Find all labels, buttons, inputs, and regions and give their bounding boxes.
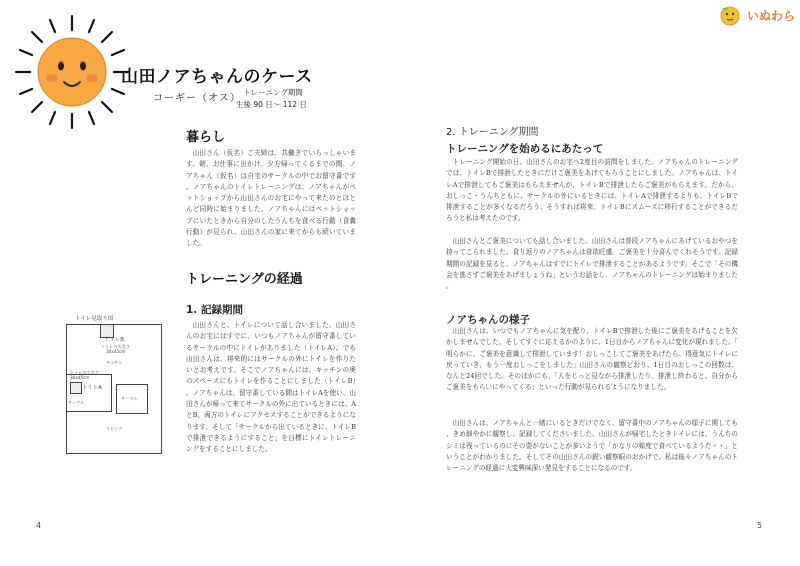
subsection-title-noa-state: ノアちゃんの様子	[446, 314, 530, 326]
subsection-title-record-period: 1. 記録期間	[186, 304, 243, 316]
page-number-left: 4	[36, 521, 42, 530]
kitchen-label: キッチン	[106, 360, 123, 365]
case-title: 山田ノアちゃんのケース	[121, 67, 313, 87]
floor-plan-title: トイレ見取り図	[75, 316, 114, 322]
circle-label: サークル	[68, 400, 85, 405]
sofa-label: サーダル	[121, 396, 138, 401]
toilet-a-label: トイレA	[82, 385, 102, 391]
training-period-label: トレーニング期間	[243, 88, 303, 97]
starting-body-p1: トレーニング開始の日、山田さんのお宅へ2度目の訪問をしました。ノアちゃんのトレーニングでは、トイレBで排泄したときにだけご褒美をあげてもらうことにしました。ノアちゃんは、トイレAで排泄してもご褒美はもらえませんが、トイレBで排泄したらご褒美がもらえます。だから、おしっこ・うんちともに、サークルの外にいるときには、トイレAで排泄するよりも、トイレBで排泄することが多くなるだろう、そうすれば将来、トイレBにスムーズに移行することができるだろうと私は考えたのです。	[446, 158, 738, 223]
right-page	[400, 0, 800, 566]
subsection-title-starting: トレーニングを始めるにあたって	[446, 143, 604, 155]
toilet-a-size-label: トイレの大きさ	[70, 370, 100, 375]
training-period-value: 生後 90 日～ 112 日	[236, 100, 307, 109]
noa-state-body-p2: 山田さんは、ノアちゃんと一緒にいるときだけでなく、留守番中のノアちゃんの様子に関しても、きめ細やかに観察し、記録してくださいました。山田さんが帰宅したときトイレには、うんちのシミは残っているのにその姿がないことが多いようで「かなりの頻度で食べているようだ・・」ということがわかりました。そしてその山田さんの鋭い観察眼のおかげで、私は後々ノアちゃんのトレーニングの経過に大変興味深い発見をすることになるのです。	[446, 419, 738, 473]
section-title-training-period: 2. トレーニング期間	[446, 127, 539, 138]
toilet-b-size-label: トイレの大きさ	[101, 344, 131, 349]
floor-plan	[66, 324, 162, 454]
toilet-b-label: トイレB	[104, 337, 124, 343]
section-title-training-progress: トレーニングの経過	[186, 272, 303, 287]
sun-mascot-icon	[14, 14, 130, 130]
living-label: リビング	[106, 426, 123, 431]
section-title-kurashi: 暮らし	[186, 130, 226, 145]
toilet-b-box	[100, 324, 114, 338]
kurashi-body: 山田さん（仮名）ご夫婦は、共働きでいらっしゃいます。朝、お仕事に出かけ、夕方帰ってくるまでの間、ノアちゃん（仮名）は自宅のサークルの中でお留守番です。ノアちゃんのトイレトレーニングは、ノアちゃんがペットショップから山田さんのお宅にやって来たのとほとんど同時に始まりました。ノアちゃんにはペットショップにいたときから自分のしたうんちを食べる行動（食糞行動）が見られ、山田さんの家に来てからも続いていました。	[186, 149, 356, 248]
toilet-b-size: 30x45cm	[106, 349, 126, 354]
case-breed: コーギー（オス）	[153, 93, 241, 104]
toilet-a-size: 30x45cm	[70, 375, 90, 380]
toilet-a-box	[70, 382, 82, 394]
page-number-right: 5	[757, 521, 763, 530]
record-period-body: 山田さんと、トイレについて話し合いました。山田さんのお宅にはすでに、いつもノアちゃんが留守番しているサークルの中にトイレがありました（トイレA）。でも山田さんは、将来的にはサークルの外にトイレを作りたいとお考えです。そこでノアちゃんには、キッチンの奥のスペースにもトイレを作ることにしました（トイレB）。ノアちゃんは、留守番している間はトイレAを使い、山田さんが帰って来てサークルの外に出ているときには、AとB、両方のトイレにアクセスすることができるようになります。そして「サークルから出ているときに、トイレBで排泄できるようにすること」を目標にトイレトレーニングをすることにしました。	[186, 321, 356, 454]
starting-body-p2: 山田さんとご褒美についても話し合いました。山田さんは普段ノアちゃんにあげているおやつを持ってこられました。食り返りのノアちゃんは食欲旺盛。ご褒美を十分喜んでくれそうです。記録期間の記録を見ると、ノアちゃんはすでにトイレで排泄することがあるようです。そこで「その機会を逃さずご褒美をあげましょうね」というお話をし、ノアちゃんのトレーニングは始まりました。	[446, 237, 738, 291]
logo-text: いぬわら	[747, 9, 796, 23]
noa-state-body-p1: 山田さんは、いつでもノアちゃんに気を配り、トイレBで排泄した後にご褒美をあげることを欠かしませんでした。そしてすぐに応えるかのように、1日目からノアちゃんに変化が現れました。「明らかに、ご褒美を意識して排泄しています！おしっこしてご褒美をあげたら、得意気にトイレに戻っていき、もう一度おしっこをしました」山田さんの観察どおり、1日目のおしっこの回数は、なんと24回でした。そのほかにも、「人をじっと見ながら排泄したり、排泄し終わると、自分からご褒美をもらいにやってくる」といった行動が見られるようになりました。	[446, 327, 738, 392]
